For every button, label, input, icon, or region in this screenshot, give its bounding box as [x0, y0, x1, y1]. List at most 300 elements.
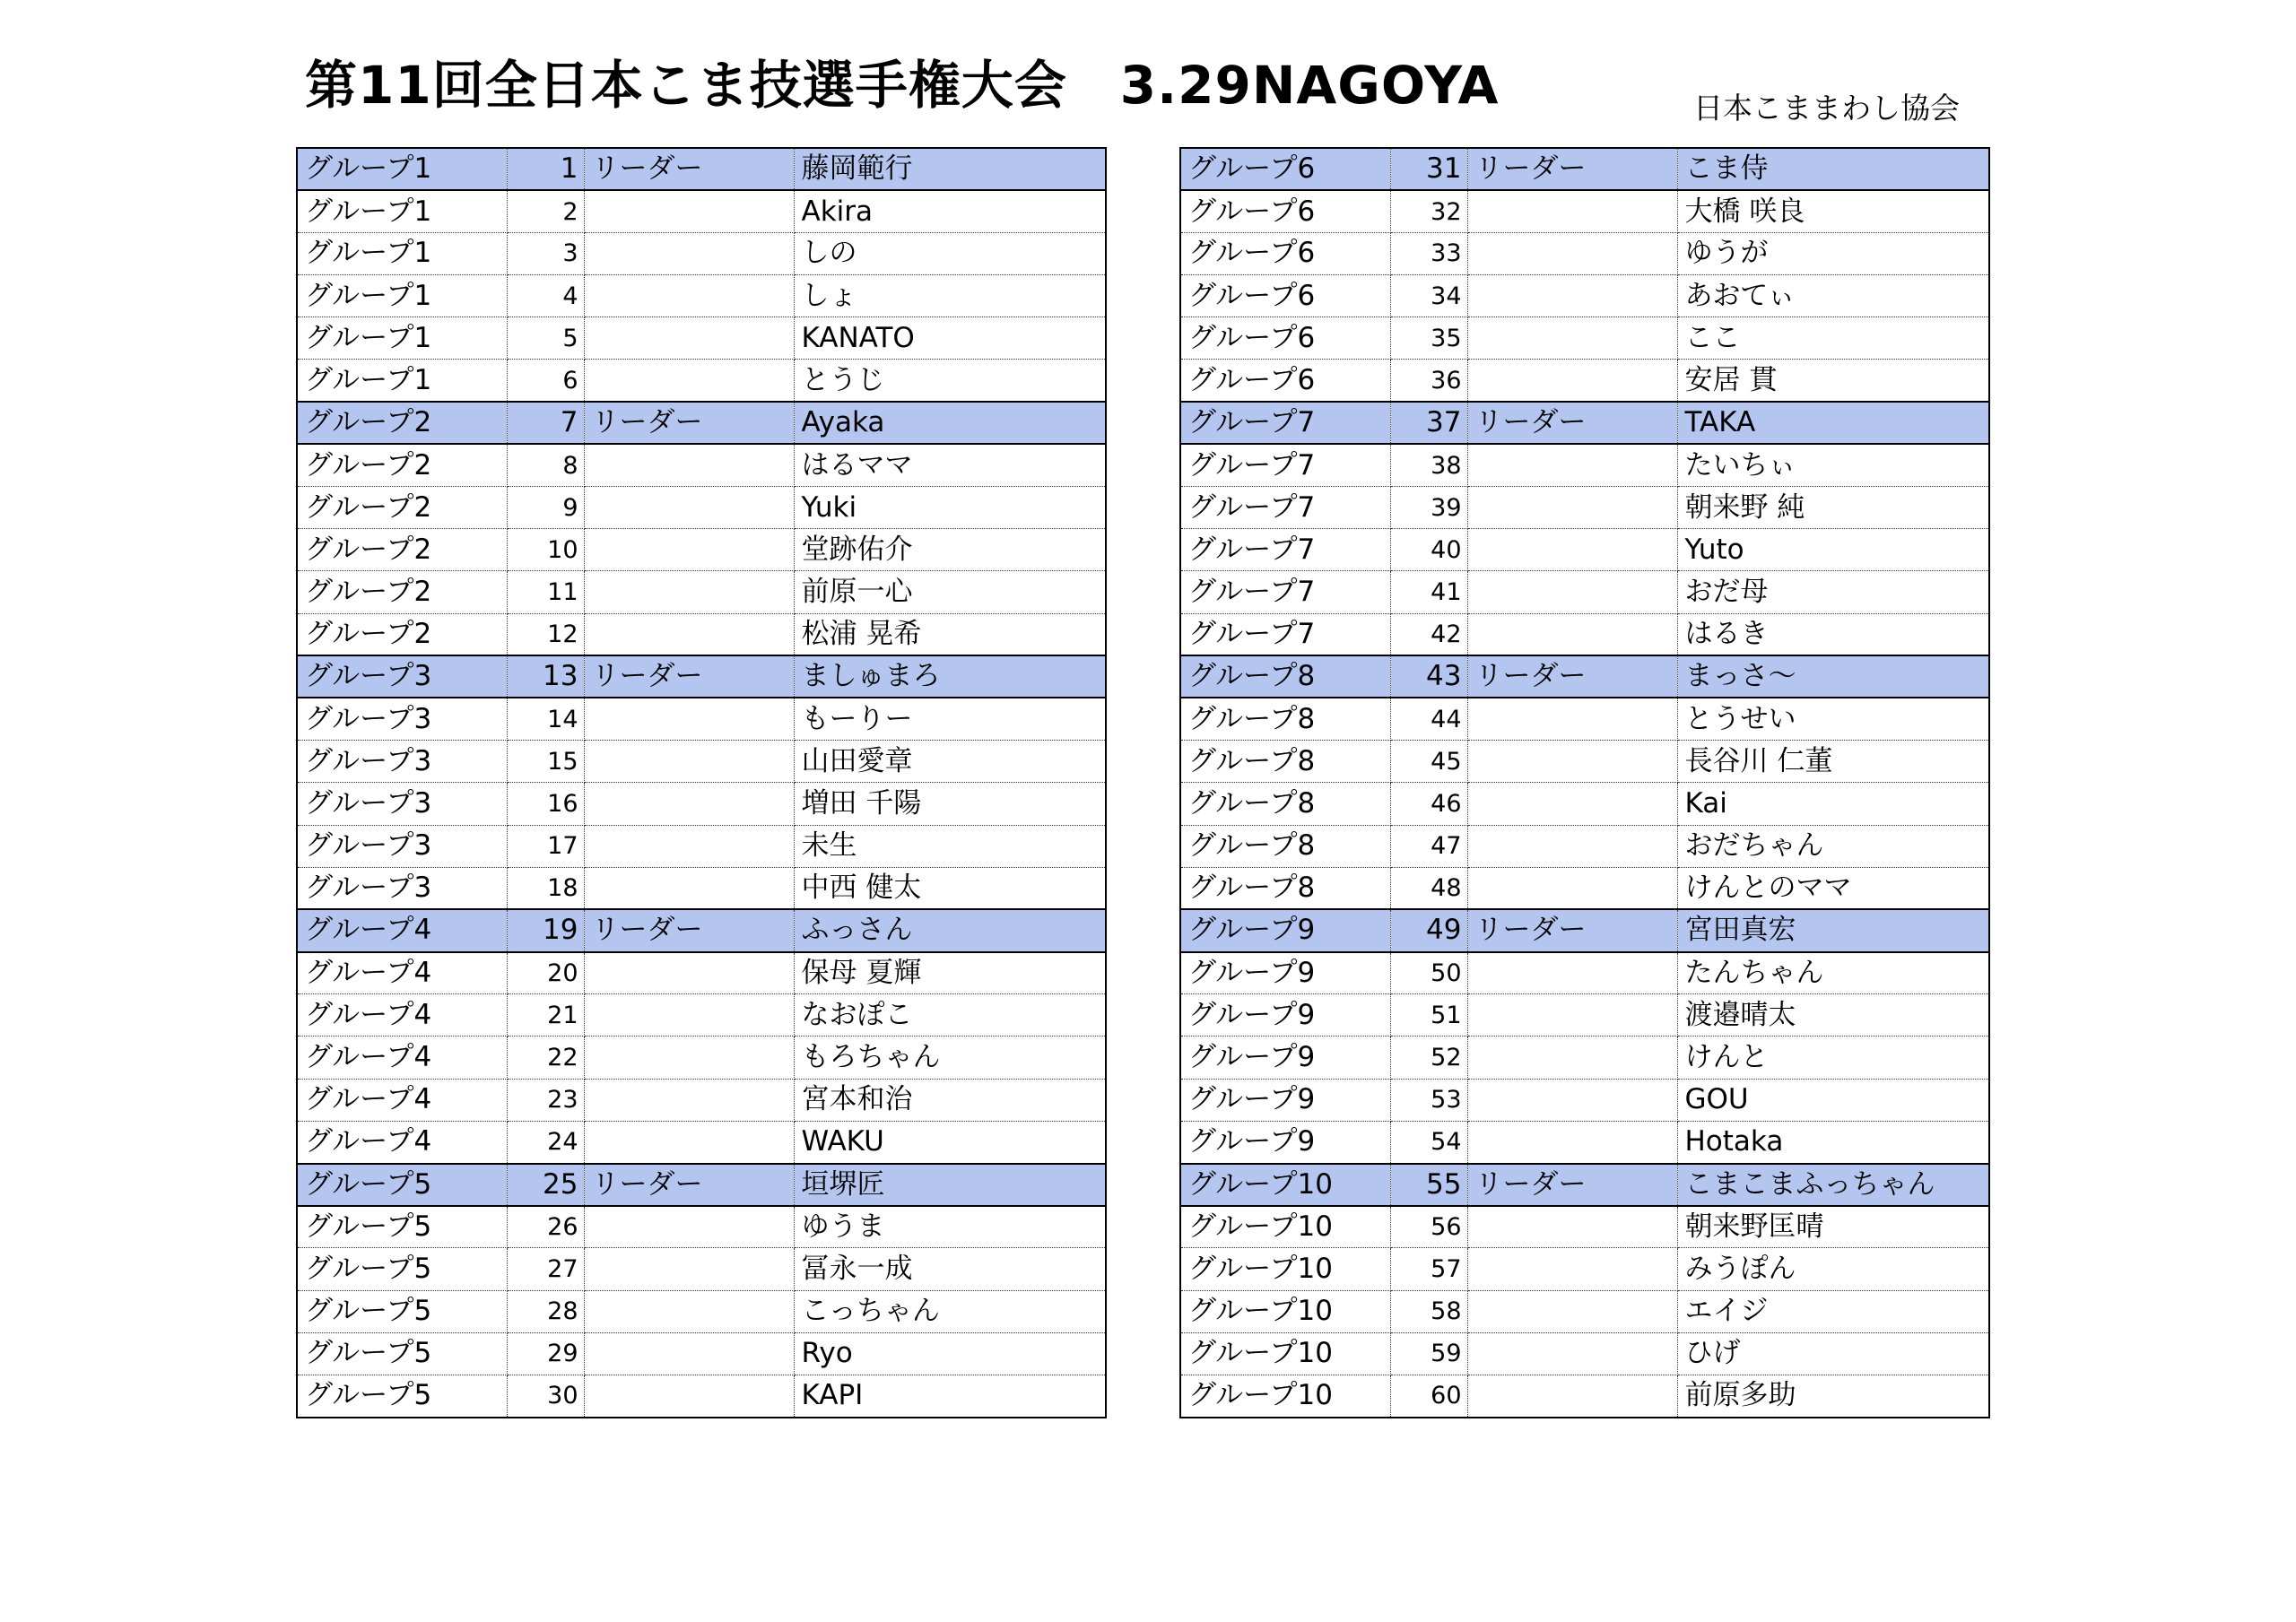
role-cell [1467, 613, 1677, 655]
table-row [297, 698, 1106, 740]
entry-number-cell: 42 [1390, 613, 1467, 655]
group-cell: グループ3 [297, 783, 507, 825]
table-row [297, 360, 1106, 402]
entry-number-cell: 56 [1390, 1206, 1467, 1248]
group-cell: グループ9 [1180, 1121, 1390, 1163]
player-name-cell: 渡邉晴太 [1677, 994, 1989, 1037]
entry-number-cell: 29 [507, 1332, 584, 1375]
page-title: 第11回全日本こま技選手権大会 3.29NAGOYA [305, 55, 1500, 116]
role-cell [1467, 741, 1677, 783]
group-cell: グループ2 [297, 444, 507, 486]
player-name-cell: GOU [1677, 1079, 1989, 1121]
entry-number-cell: 47 [1390, 825, 1467, 867]
player-name-cell: こまこまふっちゃん [1677, 1164, 1989, 1206]
entry-number-cell: 28 [507, 1290, 584, 1332]
group-cell: グループ8 [1180, 741, 1390, 783]
player-name-cell: しの [794, 232, 1106, 274]
player-name-cell: エイジ [1677, 1290, 1989, 1332]
entry-number-cell: 52 [1390, 1037, 1467, 1079]
player-name-cell: あおてぃ [1677, 275, 1989, 317]
table-row-leader [297, 655, 1106, 698]
table-row [1180, 444, 1989, 486]
player-name-cell: 朝来野匡晴 [1677, 1206, 1989, 1248]
table-row [297, 571, 1106, 613]
organizer-name: 日本こままわし協会 [1693, 91, 1960, 126]
role-cell [1467, 1037, 1677, 1079]
group-cell: グループ1 [297, 317, 507, 360]
role-cell [1467, 1375, 1677, 1417]
table-row [297, 487, 1106, 529]
role-cell [584, 1121, 794, 1163]
role-cell [1467, 444, 1677, 486]
table-row [1180, 825, 1989, 867]
table-row [297, 232, 1106, 274]
entry-number-cell: 33 [1390, 232, 1467, 274]
role-cell: リーダー [584, 1164, 794, 1206]
player-name-cell: 前原一心 [794, 571, 1106, 613]
roster-table-right [1179, 147, 1990, 1418]
role-cell [1467, 317, 1677, 360]
table-row-leader [1180, 655, 1989, 698]
table-row [1180, 1037, 1989, 1079]
table-row-leader [297, 148, 1106, 190]
entry-number-cell: 51 [1390, 994, 1467, 1037]
player-name-cell: こま侍 [1677, 148, 1989, 190]
entry-number-cell: 26 [507, 1206, 584, 1248]
entry-number-cell: 60 [1390, 1375, 1467, 1417]
table-row [297, 190, 1106, 232]
group-cell: グループ7 [1180, 402, 1390, 444]
entry-number-cell: 19 [507, 909, 584, 951]
group-cell: グループ3 [297, 698, 507, 740]
entry-number-cell: 43 [1390, 655, 1467, 698]
group-cell: グループ7 [1180, 487, 1390, 529]
table-row [297, 867, 1106, 909]
role-cell [1467, 360, 1677, 402]
table-row [297, 529, 1106, 571]
group-cell: グループ5 [297, 1375, 507, 1417]
player-name-cell: けんとのママ [1677, 867, 1989, 909]
entry-number-cell: 18 [507, 867, 584, 909]
group-cell: グループ9 [1180, 1037, 1390, 1079]
role-cell: リーダー [1467, 655, 1677, 698]
table-row [1180, 1248, 1989, 1290]
player-name-cell: はるママ [794, 444, 1106, 486]
group-cell: グループ8 [1180, 783, 1390, 825]
entry-number-cell: 38 [1390, 444, 1467, 486]
player-name-cell: 大橋 咲良 [1677, 190, 1989, 232]
role-cell [1467, 1332, 1677, 1375]
group-cell: グループ4 [297, 909, 507, 951]
group-cell: グループ8 [1180, 655, 1390, 698]
entry-number-cell: 39 [1390, 487, 1467, 529]
entry-number-cell: 20 [507, 952, 584, 994]
entry-number-cell: 49 [1390, 909, 1467, 951]
table-row [297, 444, 1106, 486]
role-cell [1467, 275, 1677, 317]
group-cell: グループ2 [297, 529, 507, 571]
group-cell: グループ1 [297, 232, 507, 274]
group-cell: グループ6 [1180, 317, 1390, 360]
group-cell: グループ7 [1180, 613, 1390, 655]
group-cell: グループ9 [1180, 952, 1390, 994]
role-cell: リーダー [584, 655, 794, 698]
table-row [297, 1206, 1106, 1248]
group-cell: グループ2 [297, 613, 507, 655]
entry-number-cell: 34 [1390, 275, 1467, 317]
player-name-cell: ましゅまろ [794, 655, 1106, 698]
group-cell: グループ7 [1180, 529, 1390, 571]
role-cell: リーダー [584, 909, 794, 951]
player-name-cell: 増田 千陽 [794, 783, 1106, 825]
entry-number-cell: 5 [507, 317, 584, 360]
role-cell [1467, 1079, 1677, 1121]
player-name-cell: こっちゃん [794, 1290, 1106, 1332]
table-row [1180, 487, 1989, 529]
role-cell [1467, 994, 1677, 1037]
table-row [1180, 529, 1989, 571]
role-cell [584, 1290, 794, 1332]
table-row-leader [297, 909, 1106, 951]
entry-number-cell: 7 [507, 402, 584, 444]
table-row [1180, 1206, 1989, 1248]
role-cell [584, 952, 794, 994]
group-cell: グループ4 [297, 952, 507, 994]
player-name-cell: Akira [794, 190, 1106, 232]
role-cell [584, 232, 794, 274]
entry-number-cell: 15 [507, 741, 584, 783]
group-cell: グループ10 [1180, 1375, 1390, 1417]
entry-number-cell: 31 [1390, 148, 1467, 190]
role-cell [1467, 487, 1677, 529]
table-row [297, 1290, 1106, 1332]
entry-number-cell: 27 [507, 1248, 584, 1290]
group-cell: グループ4 [297, 1121, 507, 1163]
role-cell [1467, 867, 1677, 909]
role-cell [584, 867, 794, 909]
table-row [1180, 275, 1989, 317]
role-cell [584, 317, 794, 360]
table-row-leader [297, 402, 1106, 444]
table-row [297, 1037, 1106, 1079]
player-name-cell: 冨永一成 [794, 1248, 1106, 1290]
role-cell: リーダー [1467, 1164, 1677, 1206]
player-name-cell: 朝来野 純 [1677, 487, 1989, 529]
entry-number-cell: 48 [1390, 867, 1467, 909]
player-name-cell: Hotaka [1677, 1121, 1989, 1163]
role-cell [584, 571, 794, 613]
table-row [1180, 571, 1989, 613]
role-cell [1467, 825, 1677, 867]
player-name-cell: 安居 貫 [1677, 360, 1989, 402]
entry-number-cell: 17 [507, 825, 584, 867]
table-row [1180, 698, 1989, 740]
entry-number-cell: 37 [1390, 402, 1467, 444]
group-cell: グループ10 [1180, 1332, 1390, 1375]
group-cell: グループ7 [1180, 444, 1390, 486]
role-cell [584, 360, 794, 402]
table-row [297, 741, 1106, 783]
role-cell [1467, 952, 1677, 994]
entry-number-cell: 4 [507, 275, 584, 317]
group-cell: グループ1 [297, 275, 507, 317]
group-cell: グループ8 [1180, 867, 1390, 909]
role-cell: リーダー [1467, 909, 1677, 951]
entry-number-cell: 2 [507, 190, 584, 232]
player-name-cell: 保母 夏輝 [794, 952, 1106, 994]
entry-number-cell: 35 [1390, 317, 1467, 360]
player-name-cell: たいちぃ [1677, 444, 1989, 486]
role-cell [1467, 1248, 1677, 1290]
group-cell: グループ1 [297, 360, 507, 402]
group-cell: グループ10 [1180, 1290, 1390, 1332]
table-row-leader [1180, 909, 1989, 951]
entry-number-cell: 50 [1390, 952, 1467, 994]
player-name-cell: ひげ [1677, 1332, 1989, 1375]
group-cell: グループ4 [297, 1037, 507, 1079]
entry-number-cell: 3 [507, 232, 584, 274]
player-name-cell: 中西 健太 [794, 867, 1106, 909]
table-row [1180, 190, 1989, 232]
player-name-cell: おだ母 [1677, 571, 1989, 613]
player-name-cell: 宮田真宏 [1677, 909, 1989, 951]
group-cell: グループ1 [297, 190, 507, 232]
group-cell: グループ5 [297, 1164, 507, 1206]
player-name-cell: ゆうが [1677, 232, 1989, 274]
role-cell [584, 444, 794, 486]
group-cell: グループ5 [297, 1206, 507, 1248]
player-name-cell: なおぽこ [794, 994, 1106, 1037]
table-row [1180, 741, 1989, 783]
role-cell [584, 529, 794, 571]
role-cell [584, 741, 794, 783]
player-name-cell: とうせい [1677, 698, 1989, 740]
role-cell [584, 613, 794, 655]
player-name-cell: KANATO [794, 317, 1106, 360]
entry-number-cell: 8 [507, 444, 584, 486]
role-cell [1467, 698, 1677, 740]
table-row [297, 275, 1106, 317]
table-row [1180, 1332, 1989, 1375]
entry-number-cell: 12 [507, 613, 584, 655]
entry-number-cell: 40 [1390, 529, 1467, 571]
entry-number-cell: 45 [1390, 741, 1467, 783]
group-cell: グループ3 [297, 655, 507, 698]
entry-number-cell: 10 [507, 529, 584, 571]
player-name-cell: しょ [794, 275, 1106, 317]
player-name-cell: たんちゃん [1677, 952, 1989, 994]
group-cell: グループ5 [297, 1332, 507, 1375]
role-cell [584, 1248, 794, 1290]
entry-number-cell: 24 [507, 1121, 584, 1163]
entry-number-cell: 23 [507, 1079, 584, 1121]
table-row [1180, 613, 1989, 655]
table-row [1180, 232, 1989, 274]
player-name-cell: KAPI [794, 1375, 1106, 1417]
entry-number-cell: 32 [1390, 190, 1467, 232]
role-cell [584, 783, 794, 825]
group-cell: グループ2 [297, 402, 507, 444]
player-name-cell: おだちゃん [1677, 825, 1989, 867]
role-cell [1467, 783, 1677, 825]
role-cell: リーダー [1467, 402, 1677, 444]
table-row [297, 1375, 1106, 1417]
role-cell [584, 275, 794, 317]
role-cell: リーダー [1467, 148, 1677, 190]
group-cell: グループ9 [1180, 994, 1390, 1037]
table-row-leader [1180, 148, 1989, 190]
player-name-cell: はるき [1677, 613, 1989, 655]
entry-number-cell: 54 [1390, 1121, 1467, 1163]
entry-number-cell: 36 [1390, 360, 1467, 402]
player-name-cell: Yuki [794, 487, 1106, 529]
player-name-cell: TAKA [1677, 402, 1989, 444]
player-name-cell: 松浦 晃希 [794, 613, 1106, 655]
entry-number-cell: 46 [1390, 783, 1467, 825]
table-row [1180, 994, 1989, 1037]
table-row [297, 994, 1106, 1037]
table-row [1180, 1079, 1989, 1121]
player-name-cell: みうぽん [1677, 1248, 1989, 1290]
player-name-cell: Ayaka [794, 402, 1106, 444]
entry-number-cell: 9 [507, 487, 584, 529]
role-cell [584, 190, 794, 232]
entry-number-cell: 55 [1390, 1164, 1467, 1206]
player-name-cell: Kai [1677, 783, 1989, 825]
group-cell: グループ9 [1180, 1079, 1390, 1121]
player-name-cell: もーりー [794, 698, 1106, 740]
entry-number-cell: 21 [507, 994, 584, 1037]
entry-number-cell: 13 [507, 655, 584, 698]
table-row [1180, 1375, 1989, 1417]
table-row [297, 317, 1106, 360]
table-row [297, 783, 1106, 825]
role-cell [584, 1375, 794, 1417]
player-name-cell: 前原多助 [1677, 1375, 1989, 1417]
role-cell: リーダー [584, 148, 794, 190]
role-cell [584, 1037, 794, 1079]
player-name-cell: 長谷川 仁董 [1677, 741, 1989, 783]
role-cell [584, 825, 794, 867]
role-cell [1467, 571, 1677, 613]
table-row [297, 952, 1106, 994]
group-cell: グループ5 [297, 1248, 507, 1290]
player-name-cell: WAKU [794, 1121, 1106, 1163]
entry-number-cell: 58 [1390, 1290, 1467, 1332]
entry-number-cell: 1 [507, 148, 584, 190]
player-name-cell: 堂跡佑介 [794, 529, 1106, 571]
role-cell [1467, 1290, 1677, 1332]
player-name-cell: もろちゃん [794, 1037, 1106, 1079]
player-name-cell: 垣堺匠 [794, 1164, 1106, 1206]
entry-number-cell: 59 [1390, 1332, 1467, 1375]
group-cell: グループ5 [297, 1290, 507, 1332]
player-name-cell: まっさ～ [1677, 655, 1989, 698]
player-name-cell: ここ [1677, 317, 1989, 360]
table-row [297, 1121, 1106, 1163]
table-row [1180, 783, 1989, 825]
group-cell: グループ4 [297, 1079, 507, 1121]
entry-number-cell: 44 [1390, 698, 1467, 740]
group-cell: グループ6 [1180, 232, 1390, 274]
player-name-cell: Yuto [1677, 529, 1989, 571]
table-row [297, 613, 1106, 655]
group-cell: グループ6 [1180, 148, 1390, 190]
roster-table-left [296, 147, 1107, 1418]
group-cell: グループ9 [1180, 909, 1390, 951]
role-cell [584, 698, 794, 740]
entry-number-cell: 6 [507, 360, 584, 402]
table-row [297, 1248, 1106, 1290]
group-cell: グループ10 [1180, 1248, 1390, 1290]
table-row [1180, 1290, 1989, 1332]
group-cell: グループ2 [297, 571, 507, 613]
table-row [1180, 952, 1989, 994]
player-name-cell: とうじ [794, 360, 1106, 402]
role-cell [584, 487, 794, 529]
role-cell [1467, 190, 1677, 232]
table-row-leader [1180, 402, 1989, 444]
group-cell: グループ3 [297, 867, 507, 909]
player-name-cell: 宮本和治 [794, 1079, 1106, 1121]
table-row [297, 825, 1106, 867]
table-row [297, 1332, 1106, 1375]
entry-number-cell: 57 [1390, 1248, 1467, 1290]
role-cell [1467, 1121, 1677, 1163]
role-cell [1467, 529, 1677, 571]
group-cell: グループ10 [1180, 1206, 1390, 1248]
entry-number-cell: 22 [507, 1037, 584, 1079]
group-cell: グループ6 [1180, 190, 1390, 232]
player-name-cell: Ryo [794, 1332, 1106, 1375]
table-row-leader [297, 1164, 1106, 1206]
entry-number-cell: 14 [507, 698, 584, 740]
group-cell: グループ3 [297, 741, 507, 783]
group-cell: グループ6 [1180, 275, 1390, 317]
entry-number-cell: 11 [507, 571, 584, 613]
table-row [1180, 317, 1989, 360]
role-cell [584, 1332, 794, 1375]
player-name-cell: 未生 [794, 825, 1106, 867]
table-row [297, 1079, 1106, 1121]
group-cell: グループ1 [297, 148, 507, 190]
group-cell: グループ3 [297, 825, 507, 867]
player-name-cell: ゆうま [794, 1206, 1106, 1248]
table-row [1180, 360, 1989, 402]
group-cell: グループ10 [1180, 1164, 1390, 1206]
role-cell [584, 1206, 794, 1248]
player-name-cell: ふっさん [794, 909, 1106, 951]
role-cell [1467, 232, 1677, 274]
role-cell [584, 1079, 794, 1121]
role-cell: リーダー [584, 402, 794, 444]
player-name-cell: 山田愛章 [794, 741, 1106, 783]
entry-number-cell: 16 [507, 783, 584, 825]
entry-number-cell: 25 [507, 1164, 584, 1206]
entry-number-cell: 53 [1390, 1079, 1467, 1121]
group-cell: グループ8 [1180, 825, 1390, 867]
role-cell [1467, 1206, 1677, 1248]
group-cell: グループ2 [297, 487, 507, 529]
group-cell: グループ6 [1180, 360, 1390, 402]
table-row [1180, 867, 1989, 909]
entry-number-cell: 30 [507, 1375, 584, 1417]
table-row-leader [1180, 1164, 1989, 1206]
group-cell: グループ7 [1180, 571, 1390, 613]
role-cell [584, 994, 794, 1037]
group-cell: グループ4 [297, 994, 507, 1037]
player-name-cell: けんと [1677, 1037, 1989, 1079]
